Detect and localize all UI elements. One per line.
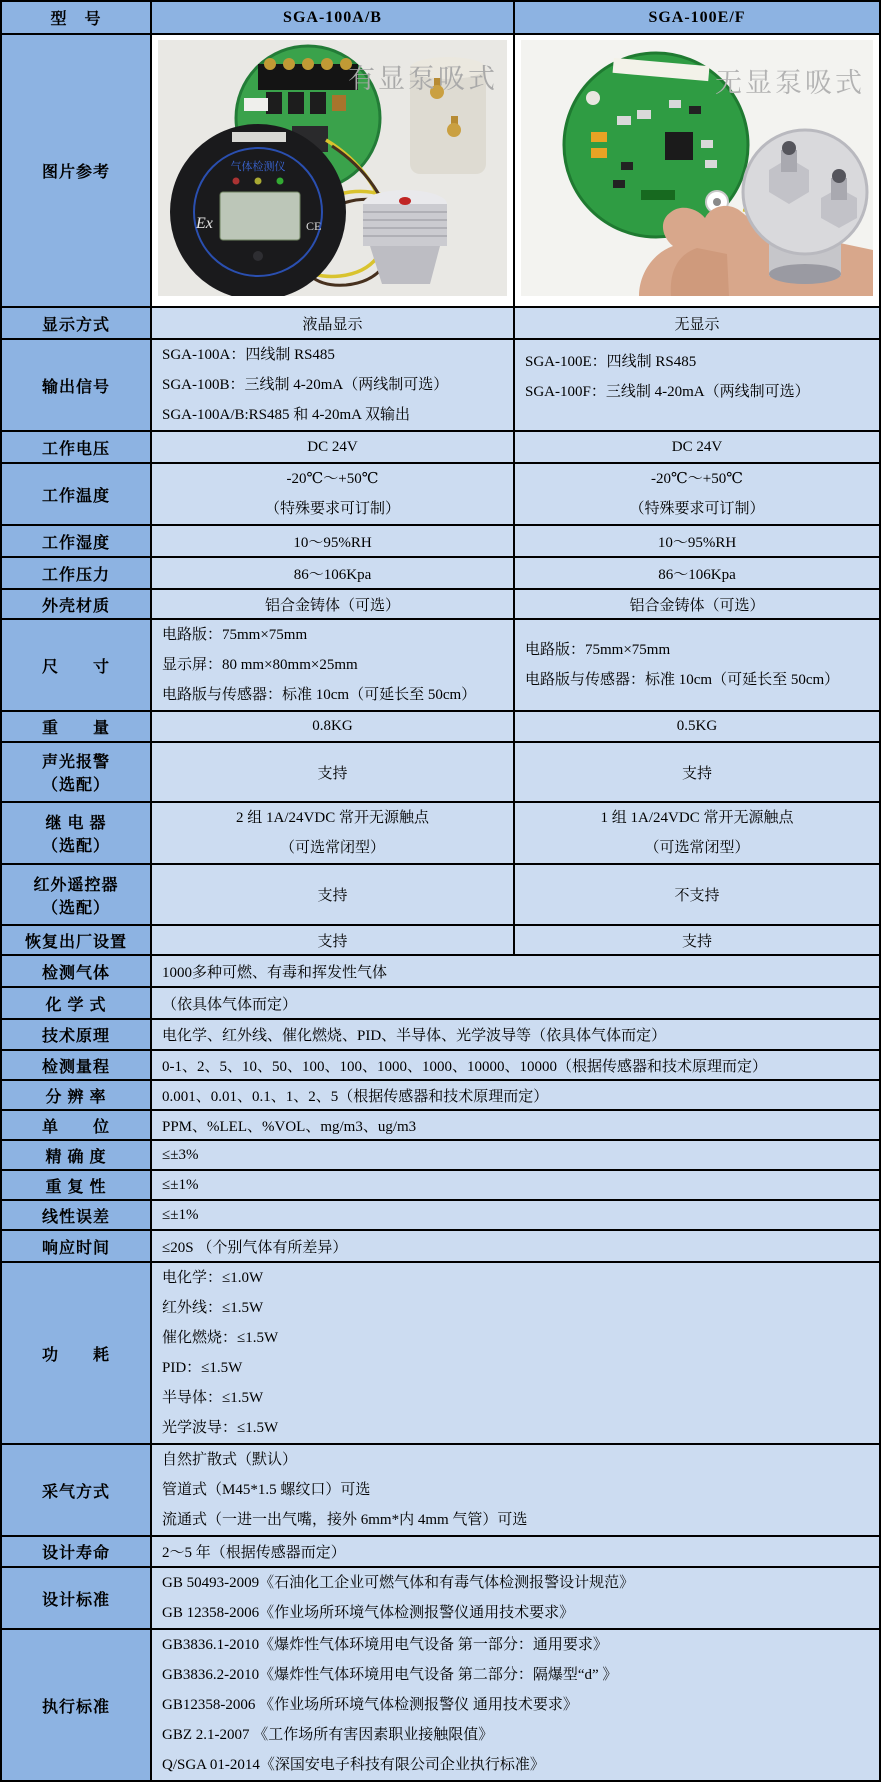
gas-detector bbox=[170, 124, 346, 296]
technical-principle-value: 电化学、红外线、催化燃烧、PID、半导体、光学波导等（依具体气体而定） bbox=[151, 1019, 880, 1050]
accuracy-label: 精 确 度 bbox=[1, 1140, 151, 1170]
ce-mark: CE bbox=[306, 219, 322, 233]
row-design-life bbox=[1, 1536, 880, 1567]
row-technical-principle bbox=[1, 1019, 880, 1050]
model-row-label: 型 号 bbox=[1, 1, 151, 34]
design-life-label: 设计寿命 bbox=[1, 1536, 151, 1567]
humidity-a: 10～95%RH bbox=[151, 525, 514, 557]
design-std-line2: GB 12358-2006《作业场所环境气体检测报警仪通用技术要求》 bbox=[162, 1605, 575, 1621]
row-factory-reset bbox=[1, 925, 880, 955]
weight-label: 重 量 bbox=[1, 711, 151, 742]
row-alarm bbox=[1, 742, 880, 802]
power-line6: 光学波导：≤1.5W bbox=[162, 1420, 279, 1436]
temperature-a-line1: -20℃～+50℃ bbox=[286, 471, 379, 487]
pressure-a: 86～106Kpa bbox=[151, 557, 514, 589]
voltage-a: DC 24V bbox=[151, 431, 514, 463]
relay-b bbox=[514, 802, 880, 864]
detection-range-label: 检测量程 bbox=[1, 1050, 151, 1080]
model-a-header: SGA-100A/B bbox=[151, 1, 514, 34]
unit-label: 单 位 bbox=[1, 1110, 151, 1140]
pressure-label: 工作压力 bbox=[1, 557, 151, 589]
factory-reset-a: 支持 bbox=[151, 925, 514, 955]
alarm-a: 支持 bbox=[151, 742, 514, 802]
factory-reset-label: 恢复出厂设置 bbox=[1, 925, 151, 955]
size-a bbox=[151, 619, 514, 711]
display-mode-a: 液晶显示 bbox=[151, 307, 514, 339]
unit-value: PPM、%LEL、%VOL、mg/m3、ug/m3 bbox=[151, 1110, 880, 1140]
output-b-line1: SGA-100E：四线制 RS485 bbox=[525, 354, 697, 370]
remote-label-line1: 红外遥控器 bbox=[33, 876, 119, 894]
repeatability-value: ≤±1% bbox=[151, 1170, 880, 1200]
execution-standard-value bbox=[151, 1629, 880, 1781]
repeatability-label: 重 复 性 bbox=[1, 1170, 151, 1200]
row-power-consumption bbox=[1, 1262, 880, 1444]
row-humidity bbox=[1, 525, 880, 557]
design-standard-label: 设计标准 bbox=[1, 1567, 151, 1629]
temperature-b-line2: （特殊要求可订制） bbox=[629, 501, 765, 517]
row-repeatability bbox=[1, 1170, 880, 1200]
factory-reset-b: 支持 bbox=[514, 925, 880, 955]
row-detected-gas bbox=[1, 955, 880, 987]
temperature-b-line1: -20℃～+50℃ bbox=[650, 471, 743, 487]
power-line2: 红外线：≤1.5W bbox=[162, 1300, 264, 1316]
output-a-line3: SGA-100A/B:RS485 和 4-20mA 双输出 bbox=[162, 407, 410, 423]
row-voltage bbox=[1, 431, 880, 463]
alarm-label-line1: 声光报警 bbox=[41, 754, 110, 771]
size-a-line1: 电路版：75mm×75mm bbox=[162, 627, 308, 643]
photo-cell-a bbox=[151, 34, 514, 307]
exec-std-line3: GB12358-2006 《作业场所环境气体检测报警仪 通用技术要求》 bbox=[162, 1697, 578, 1713]
temperature-a-line2: （特殊要求可订制） bbox=[264, 501, 400, 517]
output-signal-label: 输出信号 bbox=[1, 339, 151, 431]
size-b-line1: 电路版：75mm×75mm bbox=[525, 642, 671, 658]
relay-a bbox=[151, 802, 514, 864]
row-shell-material bbox=[1, 589, 880, 619]
row-response-time bbox=[1, 1230, 880, 1262]
sampling-line1: 自然扩散式（默认） bbox=[162, 1452, 298, 1468]
display-mode-b: 无显示 bbox=[514, 307, 880, 339]
alarm-label bbox=[1, 742, 151, 802]
row-temperature bbox=[1, 463, 880, 525]
alarm-label-line2: （选配） bbox=[41, 777, 110, 794]
shell-material-a: 铝合金铸体（可选） bbox=[151, 589, 514, 619]
voltage-b: DC 24V bbox=[514, 431, 880, 463]
row-relay bbox=[1, 802, 880, 864]
size-a-line2: 显示屏：80 mm×80mm×25mm bbox=[162, 657, 358, 673]
voltage-label: 工作电压 bbox=[1, 431, 151, 463]
temperature-b bbox=[514, 463, 880, 525]
row-output-signal bbox=[1, 339, 880, 431]
photo-row-label: 图片参考 bbox=[1, 34, 151, 307]
shell-material-b: 铝合金铸体（可选） bbox=[514, 589, 880, 619]
exec-std-line5: Q/SGA 01-2014《深国安电子科技有限公司企业执行标准》 bbox=[162, 1757, 545, 1773]
output-b-line2: SGA-100F：三线制 4-20mA（两线制可选） bbox=[525, 384, 810, 400]
relay-label bbox=[1, 802, 151, 864]
row-detection-range bbox=[1, 1050, 880, 1080]
sampling-method-label: 采气方式 bbox=[1, 1444, 151, 1536]
detected-gas-value: 1000多种可燃、有毒和挥发性气体 bbox=[151, 955, 880, 987]
ex-mark: Ex bbox=[196, 215, 213, 232]
row-resolution bbox=[1, 1080, 880, 1110]
design-std-line1: GB 50493-2009《石油化工企业可燃气体和有毒气体检测报警设计规范》 bbox=[162, 1575, 635, 1591]
device-title-text: 气体检测仪 bbox=[230, 161, 286, 173]
output-a-line2: SGA-100B：三线制 4-20mA（两线制可选） bbox=[162, 377, 449, 393]
row-photo bbox=[1, 34, 880, 307]
power-line4: PID：≤1.5W bbox=[162, 1360, 243, 1376]
row-chemical-formula bbox=[1, 987, 880, 1019]
linearity-error-label: 线性误差 bbox=[1, 1200, 151, 1230]
photo-watermark-b: 无显泵吸式 bbox=[715, 68, 865, 98]
shell-material-label: 外壳材质 bbox=[1, 589, 151, 619]
row-design-standard bbox=[1, 1567, 880, 1629]
power-line5: 半导体：≤1.5W bbox=[162, 1390, 264, 1406]
row-accuracy bbox=[1, 1140, 880, 1170]
row-unit bbox=[1, 1110, 880, 1140]
design-life-value: 2～5 年（根据传感器而定） bbox=[151, 1536, 880, 1567]
detection-range-value: 0-1、2、5、10、50、100、100、1000、1000、10000、10000（根据传感器和技术原理而定） bbox=[151, 1050, 880, 1080]
power-consumption-label: 功 耗 bbox=[1, 1262, 151, 1444]
display-mode-label: 显示方式 bbox=[1, 307, 151, 339]
humidity-b: 10～95%RH bbox=[514, 525, 880, 557]
relay-b-line1: 1 组 1A/24VDC 常开无源触点 bbox=[600, 810, 794, 826]
power-line3: 催化燃烧：≤1.5W bbox=[162, 1330, 279, 1346]
model-b-header: SGA-100E/F bbox=[514, 1, 880, 34]
resolution-label: 分 辨 率 bbox=[1, 1080, 151, 1110]
product-photo-a bbox=[158, 40, 507, 296]
row-display-mode bbox=[1, 307, 880, 339]
output-signal-a bbox=[151, 339, 514, 431]
size-b bbox=[514, 619, 880, 711]
output-signal-b bbox=[514, 339, 880, 431]
design-standard-value bbox=[151, 1567, 880, 1629]
temperature-label: 工作温度 bbox=[1, 463, 151, 525]
row-size bbox=[1, 619, 880, 711]
row-sampling-method bbox=[1, 1444, 880, 1536]
size-a-line3: 电路版与传感器：标准 10cm（可延长至 50cm） bbox=[162, 687, 477, 703]
weight-b: 0.5KG bbox=[514, 711, 880, 742]
response-time-label: 响应时间 bbox=[1, 1230, 151, 1262]
size-b-line2: 电路版与传感器：标准 10cm（可延长至 50cm） bbox=[525, 672, 840, 688]
remote-control-label bbox=[1, 864, 151, 925]
detected-gas-label: 检测气体 bbox=[1, 955, 151, 987]
sampling-line2: 管道式（M45*1.5 螺纹口）可选 bbox=[162, 1482, 371, 1498]
row-remote-control bbox=[1, 864, 880, 925]
power-line1: 电化学：≤1.0W bbox=[162, 1270, 264, 1286]
relay-b-line2: （可选常闭型） bbox=[644, 840, 750, 856]
row-pressure bbox=[1, 557, 880, 589]
temperature-a bbox=[151, 463, 514, 525]
linearity-error-value: ≤±1% bbox=[151, 1200, 880, 1230]
remote-control-b: 不支持 bbox=[514, 864, 880, 925]
weight-a: 0.8KG bbox=[151, 711, 514, 742]
humidity-label: 工作湿度 bbox=[1, 525, 151, 557]
relay-label-line1: 继 电 器 bbox=[45, 815, 107, 832]
alarm-b: 支持 bbox=[514, 742, 880, 802]
relay-label-line2: （选配） bbox=[41, 838, 110, 855]
response-time-value: ≤20S （个别气体有所差异） bbox=[151, 1230, 880, 1262]
chemical-formula-value: （依具体气体而定） bbox=[151, 987, 880, 1019]
row-execution-standard bbox=[1, 1629, 880, 1781]
exec-std-line4: GBZ 2.1-2007 《工作场所有害因素职业接触限值》 bbox=[162, 1727, 494, 1743]
sampling-method-value bbox=[151, 1444, 880, 1536]
pressure-b: 86～106Kpa bbox=[514, 557, 880, 589]
technical-principle-label: 技术原理 bbox=[1, 1019, 151, 1050]
remote-label-line2: （选配） bbox=[41, 899, 110, 917]
row-weight bbox=[1, 711, 880, 742]
accuracy-value: ≤±3% bbox=[151, 1140, 880, 1170]
power-consumption-value bbox=[151, 1262, 880, 1444]
remote-control-a: 支持 bbox=[151, 864, 514, 925]
chemical-formula-label: 化 学 式 bbox=[1, 987, 151, 1019]
exec-std-line1: GB3836.1-2010《爆炸性气体环境用电气设备 第一部分：通用要求》 bbox=[162, 1637, 608, 1653]
exec-std-line2: GB3836.2-2010《爆炸性气体环境用电气设备 第二部分：隔爆型“d” 》 bbox=[162, 1667, 618, 1683]
row-model bbox=[1, 1, 880, 34]
resolution-value: 0.001、0.01、0.1、1、2、5（根据传感器和技术原理而定） bbox=[151, 1080, 880, 1110]
relay-a-line2: （可选常闭型） bbox=[279, 840, 385, 856]
row-linearity-error bbox=[1, 1200, 880, 1230]
relay-a-line1: 2 组 1A/24VDC 常开无源触点 bbox=[236, 810, 429, 826]
output-a-line1: SGA-100A：四线制 RS485 bbox=[162, 347, 335, 363]
sampling-line3: 流通式（一进一出气嘴，接外 6mm*内 4mm 气管）可选 bbox=[162, 1512, 528, 1528]
photo-cell-b bbox=[514, 34, 880, 307]
size-label: 尺 寸 bbox=[1, 619, 151, 711]
product-photo-b bbox=[521, 40, 873, 296]
photo-watermark-a: 有显泵吸式 bbox=[348, 64, 498, 94]
execution-standard-label: 执行标准 bbox=[1, 1629, 151, 1781]
